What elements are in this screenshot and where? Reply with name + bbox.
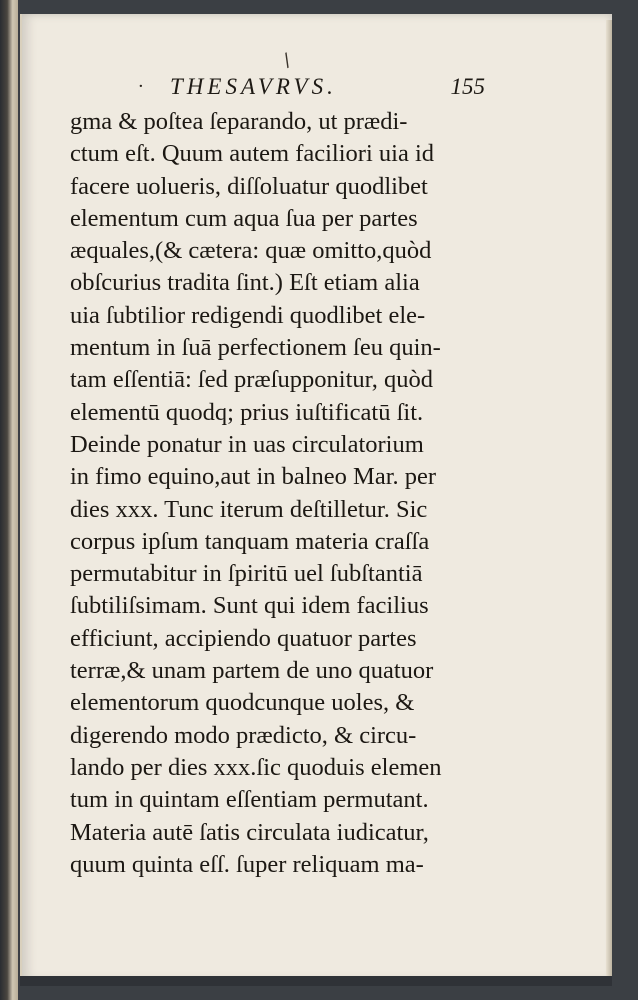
text-line: Deinde ponatur in uas circulatorium [70, 430, 424, 458]
text-line: efficiunt, accipiendo quatuor partes [70, 624, 417, 652]
text-line: permutabitur in ſpiritū uel ſubſtantiā [70, 560, 423, 588]
text-line: facere uolueris, diſſoluatur quodlibet [70, 172, 428, 200]
page-number: 155 [450, 74, 485, 99]
body-text [70, 106, 490, 881]
text-line: Materia autē ſatis circulata iudicatur, [70, 818, 429, 846]
pencil-mark: / [279, 49, 295, 72]
text-line: æquales,(& cætera: quæ omitto,quòd [70, 237, 432, 265]
text-line: terræ,& unam partem de uno quatuor [70, 657, 434, 685]
text-line: uia ſubtilior redigendi quodlibet ele- [70, 301, 426, 329]
text-line: ſubtiliſsimam. Sunt qui idem facilius [70, 592, 429, 620]
text-line: mentum in ſuā perfectionem ſeu quin- [70, 334, 441, 362]
text-line: quum quinta eſſ. ſuper reliquam ma- [70, 850, 424, 878]
text-line: corpus ipſum tanquam materia craſſa [70, 527, 430, 555]
text-line: tam eſſentiā: ſed præſupponitur, quòd [70, 366, 434, 394]
text-line: in fimo equino,aut in balneo Mar. per [70, 463, 437, 491]
page-bottom-shadow [20, 976, 612, 986]
text-line: ctum eſt. Quum autem faciliori uia id [70, 140, 434, 168]
header-dot: · [138, 76, 144, 97]
text-line: elementorum quodcunque uoles, & [70, 689, 415, 717]
page-edge [606, 20, 612, 980]
text-line: elementū quodq; prius iuſtificatū ſit. [70, 398, 424, 426]
text-line: obſcurius tradita ſint.) Eſt etiam alia [70, 269, 420, 297]
text-line: digerendo modo prædicto, & circu- [70, 721, 417, 749]
text-line: lando per dies xxx.ſic quoduis elemen [70, 753, 442, 781]
text-line: tum in quintam eſſentiam permutant. [70, 786, 429, 814]
running-header [130, 74, 485, 106]
running-title: THESAVRVS. [170, 74, 337, 99]
book-spine [0, 0, 18, 1000]
text-line: gma & poſtea ſeparando, ut prædi- [70, 108, 408, 135]
text-line: elementum cum aqua ſua per partes [70, 204, 418, 232]
text-line: dies xxx. Tunc iterum deſtilletur. Sic [70, 495, 428, 523]
